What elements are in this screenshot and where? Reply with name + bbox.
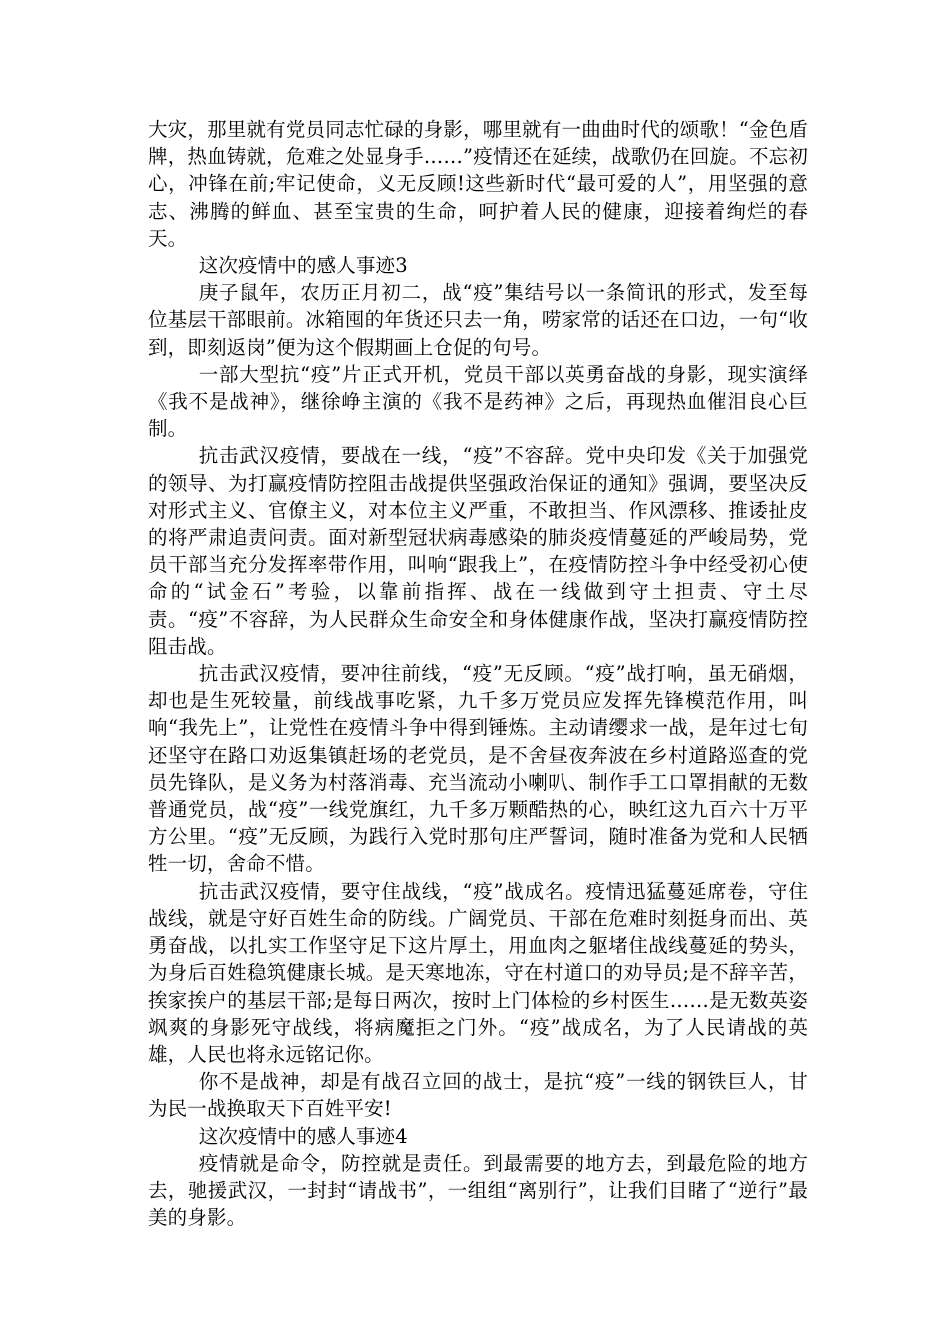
document-page bbox=[148, 116, 808, 1231]
paragraph: 抗击武汉疫情，要冲往前线，“疫”无反顾。“疫”战打响，虽无硝烟，却也是生死较量，前线战事吃紧，九千多万党员应发挥先锋模范作用，叫响“我先上”，让党性在疫情斗争中得到锤炼。主动请缨求一战，是年过七旬还坚守在路口劝返集镇赶场的老党员，是不舍昼夜奔波在乡村道路巡查的党员先锋队，是义务为村落消毒、充当流动小喇叭、制作手工口罩捐献的无数普通党员，战“疫”一线党旗红，九千多万颗酷热的心，映红这九百六十万平方公里。“疫”无反顾，为践行入党时那句庄严誓词，随时准备为党和人民牺牲一切，舍命不惜。 bbox=[148, 662, 808, 876]
paragraph-intro: 大灾，那里就有党员同志忙碌的身影，哪里就有一曲曲时代的颂歌！“金色盾牌，热血铸就，危难之处显身手……”疫情还在延续，战歌仍在回旋。不忘初心，冲锋在前;牢记使命，义无反顾!这些新时代“最可爱的人”，用坚强的意志、沸腾的鲜血、甚至宝贵的生命，呵护着人民的健康，迎接着绚烂的春天。 bbox=[148, 118, 808, 250]
paragraph: 抗击武汉疫情，要战在一线，“疫”不容辞。党中央印发《关于加强党的领导、为打赢疫情防控阻击战提供坚强政治保证的通知》强调，要坚决反对形式主义、官僚主义，对本位主义严重，不敢担当、作风漂移、推诿扯皮的将严肃追责问责。面对新型冠状病毒感染的肺炎疫情蔓延的严峻局势，党员干部当充分发挥率带作用，叫响“跟我上”，在疫情防控斗争中经受初心使命的“试金石”考验，以靠前指挥、战在一线做到守土担责、守土尽责。“疫”不容辞，为人民群众生命安全和身体健康作战，坚决打赢疫情防控阻击战。 bbox=[148, 444, 808, 658]
paragraph: 疫情就是命令，防控就是责任。到最需要的地方去，到最危险的地方去，驰援武汉，一封封“请战书”，一组组“离别行”，让我们目睹了“逆行”最美的身影。 bbox=[148, 1151, 808, 1230]
paragraph: 你不是战神，却是有战召立回的战士，是抗“疫”一线的钢铁巨人，甘为民一战换取天下百姓平安! bbox=[148, 1070, 808, 1121]
paragraph: 一部大型抗“疫”片正式开机，党员干部以英勇奋战的身影，现实演绎《我不是战神》，继徐峥主演的《我不是药神》之后，再现热血催泪良心巨制。 bbox=[148, 362, 808, 441]
section-heading-3: 这次疫情中的感人事迹3 bbox=[198, 254, 408, 278]
paragraph: 庚子鼠年，农历正月初二，战“疫”集结号以一条简讯的形式，发至每位基层干部眼前。冰箱囤的年货还只去一角，唠家常的话还在口边，一句“收到，即刻返岗”便为这个假期画上仓促的句号。 bbox=[148, 281, 808, 359]
paragraph: 抗击武汉疫情，要守住战线，“疫”战成名。疫情迅猛蔓延席卷，守住战线，就是守好百姓生命的防线。广阔党员、干部在危难时刻挺身而出、英勇奋战，以扎实工作坚守足下这片厚土，用血肉之躯堵住战线蔓延的势头，为身后百姓稳筑健康长城。是天寒地冻，守在村道口的劝导员;是不辞辛苦，挨家挨户的基层干部;是每日两次，按时上门体检的乡村医生……是无数英姿飒爽的身影死守战线，将病魔拒之门外。“疫”战成名，为了人民请战的英雄，人民也将永远铭记你。 bbox=[148, 879, 808, 1066]
section-heading-4: 这次疫情中的感人事迹4 bbox=[198, 1124, 408, 1148]
